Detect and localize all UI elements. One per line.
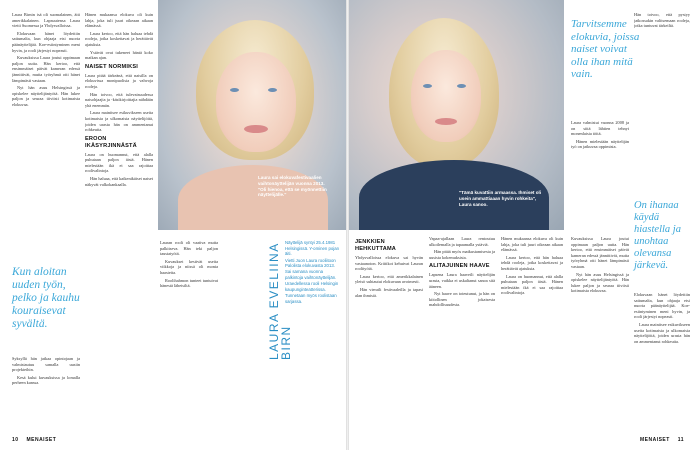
paragraph: Laura mainitsee esikuvikseen useita kotimaisia ja ulkomaisia näyttelijöitä, joiden urasta hän on ammentanut rohkeutta.: [85, 110, 153, 133]
right-column-2: [429, 236, 495, 432]
photo-caption: "Tämä kuvattiin armaassa. Ihmiset oli usein ammattiaaan hyvin rohkeita", Laura sanoo.: [459, 190, 542, 207]
paragraph: Nyt hän asuu Helsingissä ja opiskelee näyttelijäntyötä. Hän lukee paljon ja seuraa tiiviisti kotimaista elokuvaa.: [12, 85, 80, 107]
paragraph: Lauran rooli oli vaativa mutta palkitseva. Hän teki paljon taustatyötä.: [160, 240, 218, 257]
paragraph: Hänen mukaansa elokuva oli kuin lahja, joka tuli juuri oikeaan aikaan elämässä.: [85, 12, 153, 29]
name-vertical-title: LAURA EVELIINA BIRN: [267, 242, 293, 360]
paragraph: Kesä kului kuvauksissa ja lomalla perheen kanssa.: [12, 374, 80, 386]
pull-quote-right-2: [634, 200, 692, 272]
left-column-1: [12, 12, 80, 260]
fact-item: Tunnetaan myös roolistaan sarjassa.: [285, 293, 337, 304]
right-column-4: [571, 236, 629, 432]
paragraph: Hän haluaa, että kaikenikäiset naiset näkyvät valkokankaalla.: [85, 176, 153, 187]
right-column-1: [355, 236, 423, 432]
paragraph: Laura on huomannut, että alalla puhutaan paljon iästä. Hänen mielestään ikä ei saa rajoittaa roolivalintoja.: [501, 273, 563, 296]
paragraph: Hänen mielestään näyttelijän työ on jatkuvaa oppimista.: [571, 138, 629, 150]
portrait-photo-right: [349, 0, 564, 230]
left-column-1-bottom: [12, 356, 80, 432]
lips: [244, 125, 268, 133]
pull-quote-text: Tarvitsemme elokuvia, joissa naiset voivat olla ihan mitä vain.: [571, 18, 640, 80]
subheading: ALITAJUINEN HAAVE: [429, 263, 490, 270]
right-column-3: [634, 12, 690, 192]
paragraph: Kuvauksissa Laura joutui oppimaan paljon uutta. Hän kertoo, että ensimmäiset päivät kameran edessä jännittivät, mutta työryhmä otti hänet lämpimästi vastaan.: [571, 236, 629, 269]
paragraph: Kuvaukset kestivät useita viikkoja ja niissä oli monia haasteita.: [160, 258, 218, 275]
eye: [457, 84, 466, 88]
subheading: NAISET NORMIKSI: [85, 63, 139, 70]
eye: [268, 88, 277, 92]
paragraph: Elokuvaan hänet löydettiin sattumalta, kun ohjaaja etsi nuorta päänäyttelijää. Koe-esiintyminen meni hyvin, ja rooli järjestyi nopeasti.: [634, 292, 690, 320]
paragraph: Laura kertoo, että amerikkalainen yleisö suhtautui elokuvaan avoimesti.: [355, 273, 423, 285]
paragraph: Kuvauksissa Laura joutui oppimaan paljon uutta. Hän kertoo, että ensimmäiset päivät kameran edessä jännittivät, mutta työryhmä otti hänet lämpimästi vastaan.: [12, 55, 80, 83]
paragraph: Laura mainitsee esikuvikseen useita kotimaisia ja ulkomaisia näyttelijöitä, joiden urasta hän on ammentanut rohkeutta.: [634, 321, 690, 344]
face: [216, 52, 296, 152]
paragraph: Roolihahmon tunteet tuntuivat hänestä läheisiltä.: [160, 277, 218, 289]
right-column-3-bottom: [634, 292, 690, 432]
paragraph: Nyt hän asuu Helsingissä ja opiskelee näyttelijäntyötä. Hän lukee paljon ja seuraa tiiviisti kotimaista elokuvaa.: [571, 271, 629, 294]
pull-quote: [12, 266, 82, 331]
left-page: [0, 0, 347, 450]
paragraph: Yhdysvalloissa elokuva sai hyvän vastaanoton. Kriitikot kehuivat Lauran roolityötä.: [355, 255, 423, 272]
facts-box: [285, 240, 340, 306]
paragraph: Hän toivoo, että tulevaisuudessa naisohjaajia ja -käsikirjoittajia nähdään yhä enemmän.: [85, 91, 153, 108]
fact-item: Uraedellessa rooli Helsingin kaupunginteatterissa.: [285, 281, 339, 292]
paragraph: Nyt haave on toteutunut, ja hän on kiitollinen jokaisesta mahdollisuudesta.: [429, 291, 495, 308]
page-number: 11: [677, 437, 684, 443]
paragraph: Lapsena Laura haaveili näyttelijän urasta, vaikka ei uskaltanut sanoa sitä ääneen.: [429, 272, 495, 289]
paragraph: Laura pitää tärkeänä, että naisilla on elokuvissa monipuolisia ja vahvoja rooleja.: [85, 72, 153, 89]
paragraph: Hän toivoo, että pystyy jatkossakin valitsemaan rooleja, jotka tuntuvat tärkeiltä.: [634, 12, 690, 29]
subheading: JENKKIEN HEHKUTTAMA: [355, 239, 397, 252]
paragraph: Laura valmistui vuonna 2008 ja on siitä lähtien tehnyt monenlaisia töitä.: [571, 120, 629, 137]
eye: [423, 84, 432, 88]
paragraph: Laura Birnin isä oli suomalainen, äiti amerikkalainen. Lapsuutensa Laura vietti Suomessa ja Yhdysvalloissa.: [12, 12, 80, 29]
pull-quote-text: Kun aloitan uuden työn, pelko ja kauhu kouraisevat syvältä.: [12, 266, 80, 330]
pull-quote-text: On ihanaa käydä hiastella ja unohtaa olevansa järkevä.: [634, 200, 681, 271]
right-column-mid: [501, 236, 563, 432]
footer-right: [640, 437, 684, 443]
portrait-photo: [158, 0, 346, 230]
paragraph: Ystävät ovat tukeneet häntä koko matkan ajan.: [85, 49, 153, 61]
paragraph: Hän vieraili festivaaleilla ja tapasi alan ihmisiä.: [355, 286, 423, 298]
paragraph: Hän pitää myös matkustamisesta ja uusista kokemuksista.: [429, 249, 495, 260]
pull-quote-right: [571, 18, 643, 81]
paragraph: Laura kertoo, että hän haluaa tehdä rooleja, jotka koskettavat ja herättävät ajatuksia.: [85, 30, 153, 47]
eye: [230, 88, 239, 92]
paragraph: Vapaa-ajallaan Laura rentoutuu ulkoilemalla ja tapaamalla ystäviä.: [429, 236, 495, 247]
lips: [435, 118, 457, 125]
paragraph: Syksyllä hän jatkaa opintojaan ja valmistautuu samalla uusiin projekteihin.: [12, 356, 80, 373]
paragraph: Hänen mukaansa elokuva oli kuin lahja, joka tuli juuri oikeaan aikaan elämässä.: [501, 236, 563, 253]
fact-item: Näyttelijä syntyi 25.4.1981 Helsingissä. Y-ominen pojan äiti.: [285, 240, 339, 257]
fact-item: Vietti Juon Laura rooliitoon Palolista elokuvasta 2013. Sai samana vuonna palkintoja vaihtonäyttelijän.: [285, 257, 337, 280]
magazine-name: MENAISET: [26, 437, 57, 443]
left-column-2: [85, 12, 153, 432]
paragraph: Elokuvaan hänet löydettiin sattumalta, kun ohjaaja etsi nuorta päänäyttelijää. Koe-esiintyminen meni hyvin, ja rooli järjestyi nopeasti.: [12, 30, 80, 53]
footer-left: [12, 437, 56, 443]
face: [411, 50, 481, 142]
left-column-3: [160, 240, 218, 432]
paragraph: Laura kertoo, että hän haluaa tehdä rooleja, jotka koskettavat ja herättävät ajatuksia.: [501, 254, 563, 271]
right-page: [349, 0, 696, 450]
subheading: EROON IKÄSYRJINNÄSTÄ: [85, 135, 137, 149]
paragraph: Laura on huomannut, että alalla puhutaan paljon iästä. Hänen mielestään ikä ei saa rajoittaa roolivalintoja.: [85, 151, 153, 174]
photo-caption: Laura sai elokuvafestivaalien vaihtonäyttelijän vuonna 2013. "Oli hienoa, että se myönnettiin näyttelijälle.": [258, 175, 327, 198]
page-number: 10: [12, 437, 19, 443]
magazine-name: MENAISET: [639, 437, 670, 443]
right-column-intro: [571, 120, 629, 230]
